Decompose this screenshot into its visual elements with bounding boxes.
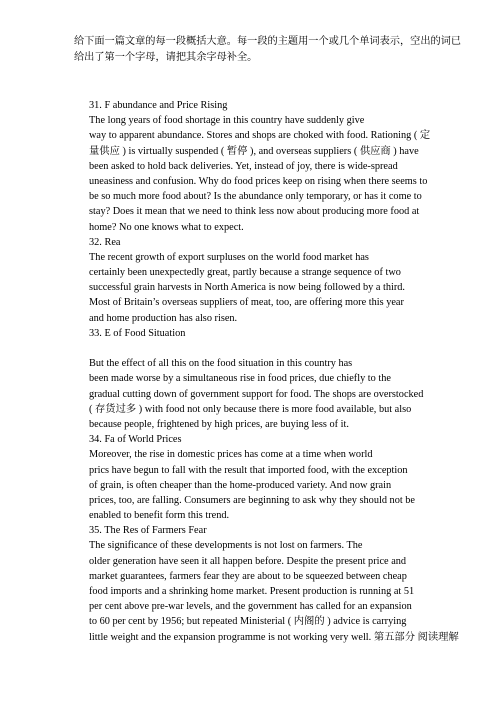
passage-body	[89, 98, 489, 645]
text-line: Moreover, the rise in domestic prices has come at a time when world	[89, 449, 373, 461]
text-line: little weight and the expansion programme is not working very well. 第五部分 阅读理解	[89, 631, 459, 643]
heading-35: 35. The Res of Farmers Fear	[89, 525, 207, 537]
heading-33: 33. E of Food Situation	[89, 327, 186, 339]
text-line: and home production has also risen.	[89, 312, 238, 324]
text-line: stay? Does it mean that we need to think less now about producing more food at	[89, 206, 420, 218]
text-line: enabled to benefit form this trend.	[89, 510, 230, 522]
text-line: prics have begun to fall with the result that imported food, with the exception	[89, 464, 408, 476]
text-line: 量供应 ) is virtually suspended ( 暂停 ), and overseas suppliers ( 供应商 ) have	[89, 145, 419, 157]
text-line: food imports and a shrinking home market. Present production is running at 51	[89, 586, 415, 597]
heading-32: 32. Rea	[89, 236, 121, 248]
blank-line	[89, 341, 489, 356]
text-line: ( 存货过多 ) with food not only because there is more food available, but also	[89, 403, 412, 415]
text-line: prices, too, are falling. Consumers are beginning to ask why they should not be	[89, 494, 416, 506]
instructions-paragraph: 给下面一篇文章的每一段概括大意。每一段的主题用一个或几个单词表示，空出的词已给出了第一个字母，请把其余字母补全。	[74, 36, 462, 63]
text-line: The long years of food shortage in this country have suddenly give	[89, 115, 365, 127]
text-line: of grain, is often cheaper than the home-produced variety. And now grain	[89, 479, 392, 491]
heading-34: 34. Fa of World Prices	[89, 434, 182, 446]
text-line: The recent growth of export surpluses on the world food market has	[89, 251, 369, 263]
text-line: been asked to hold back deliveries. Yet, instead of joy, there is wide-spread	[89, 160, 398, 172]
text-line: successful grain harvests in North America is now being followed by a third.	[89, 282, 405, 294]
text-line: Most of Britain’s overseas suppliers of meat, too, are offering more this year	[89, 297, 404, 309]
text-line: But the effect of all this on the food situation in this country has	[89, 358, 353, 370]
text-line: older generation have seen it all happen before. Despite the present price and	[89, 555, 407, 567]
text-line: to 60 per cent by 1956; but repeated Ministerial ( 内阁的 ) advice is carrying	[89, 616, 407, 628]
text-line: home? No one knows what to expect.	[89, 221, 244, 233]
text-line: been made worse by a simultaneous rise in food prices, due chiefly to the	[89, 373, 391, 385]
heading-31: 31. F abundance and Price Rising	[89, 100, 228, 111]
text-line: gradual cutting down of government support for food. The shops are overstocked	[89, 388, 424, 400]
text-line: market guarantees, farmers fear they are about to be squeezed between cheap	[89, 570, 407, 582]
text-line: certainly been unexpectedly great, partly because a strange sequence of two	[89, 267, 401, 279]
text-line: per cent above pre-war levels, and the government has called for an expansion	[89, 601, 412, 613]
text-line: uneasiness and confusion. Why do food prices keep on rising when there seems to	[89, 175, 428, 187]
text-line: way to apparent abundance. Stores and shops are choked with food. Rationing ( 定	[89, 130, 431, 142]
text-line: be so much more food about? Is the abundance only temporary, or has it come to	[89, 191, 422, 203]
text-line: because people, frightened by high prices, are buying less of it.	[89, 418, 349, 430]
text-line: The significance of these developments is not lost on farmers. The	[89, 540, 363, 552]
